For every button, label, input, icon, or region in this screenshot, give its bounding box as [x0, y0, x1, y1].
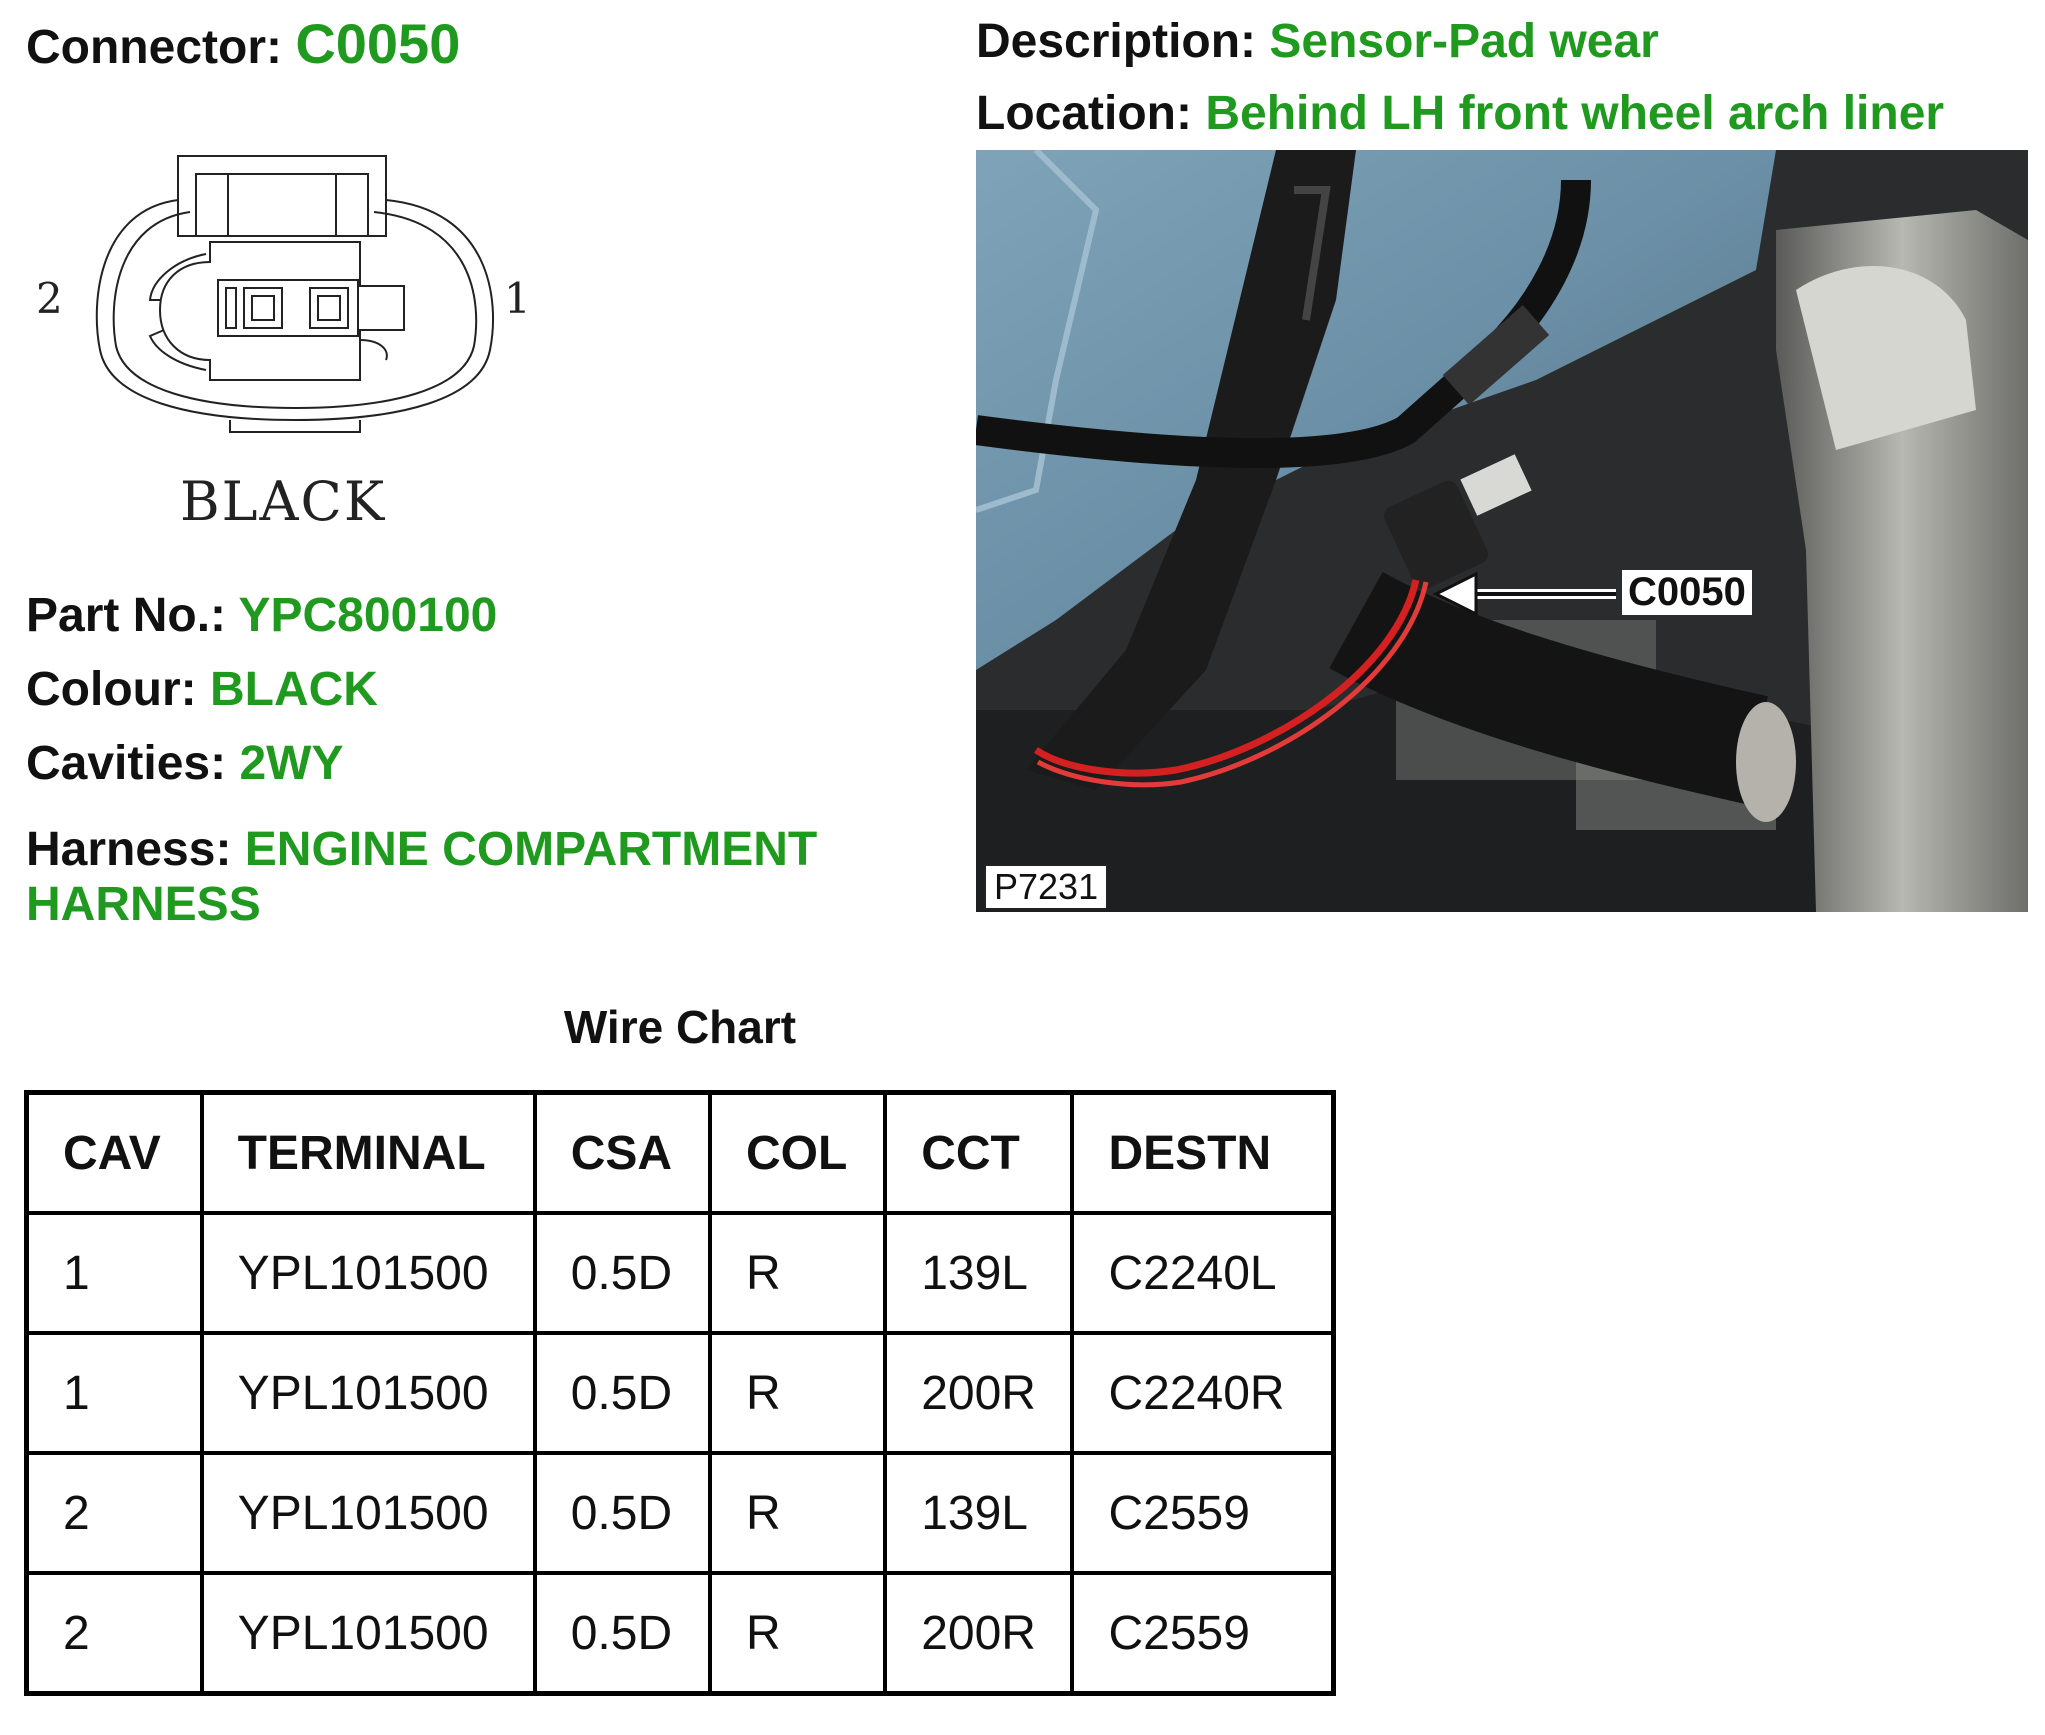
col-header-destn: DESTN	[1072, 1093, 1333, 1214]
harness-label: Harness:	[26, 823, 232, 876]
location-value: Behind LH front wheel arch liner	[1205, 87, 1945, 140]
cell-cav: 2	[27, 1453, 202, 1573]
connector-face-diagram	[30, 150, 560, 550]
part-no-field	[26, 588, 497, 643]
description-field	[976, 14, 1659, 69]
colour-label: Colour:	[26, 663, 197, 716]
photo-connector-callout: C0050	[1622, 570, 1752, 615]
photo-reference-id: P7231	[984, 864, 1108, 910]
description-value: Sensor-Pad wear	[1269, 15, 1659, 68]
cell-csa: 0.5D	[535, 1333, 710, 1453]
location-label: Location:	[976, 87, 1192, 140]
wire-chart-header-row	[27, 1093, 1334, 1214]
cell-cav: 1	[27, 1213, 202, 1333]
cell-terminal: YPL101500	[202, 1573, 535, 1694]
cell-col: R	[710, 1333, 885, 1453]
cell-cav: 1	[27, 1333, 202, 1453]
cavities-label: Cavities:	[26, 737, 227, 790]
connector-value: C0050	[295, 12, 461, 75]
cavities-value: 2WY	[239, 737, 344, 790]
cell-destn: C2240L	[1072, 1213, 1333, 1333]
cell-destn: C2559	[1072, 1453, 1333, 1573]
cell-col: R	[710, 1453, 885, 1573]
cell-terminal: YPL101500	[202, 1213, 535, 1333]
connector-outline	[30, 150, 560, 450]
part-no-label: Part No.:	[26, 589, 227, 642]
col-header-col: COL	[710, 1093, 885, 1214]
cell-cct: 200R	[885, 1573, 1072, 1694]
wire-chart-table	[24, 1090, 1336, 1696]
col-header-cav: CAV	[27, 1093, 202, 1214]
photo-scene	[976, 150, 2028, 912]
cell-destn: C2240R	[1072, 1333, 1333, 1453]
cell-csa: 0.5D	[535, 1453, 710, 1573]
col-header-cct: CCT	[885, 1093, 1072, 1214]
part-no-value: YPC800100	[238, 589, 498, 642]
wire-chart-title: Wire Chart	[563, 1001, 797, 1053]
connector-location-photo	[976, 150, 2028, 912]
colour-value: BLACK	[209, 663, 378, 716]
col-header-terminal: TERMINAL	[202, 1093, 535, 1214]
col-header-csa: CSA	[535, 1093, 710, 1214]
cell-csa: 0.5D	[535, 1573, 710, 1694]
diagram-colour-caption: BLACK	[180, 470, 387, 533]
table-row	[27, 1213, 1334, 1333]
cell-terminal: YPL101500	[202, 1453, 535, 1573]
cell-cct: 139L	[885, 1453, 1072, 1573]
cell-cct: 200R	[885, 1333, 1072, 1453]
cell-csa: 0.5D	[535, 1213, 710, 1333]
description-label: Description:	[976, 15, 1257, 68]
pin-2-number: 2	[36, 274, 63, 323]
table-row	[27, 1573, 1334, 1694]
colour-field	[26, 662, 378, 717]
cavities-field	[26, 736, 343, 791]
table-row	[27, 1333, 1334, 1453]
cell-col: R	[710, 1573, 885, 1694]
cell-destn: C2559	[1072, 1573, 1333, 1694]
table-row	[27, 1453, 1334, 1573]
location-field	[976, 86, 1944, 141]
harness-value: ENGINE COMPARTMENT HARNESS	[26, 823, 818, 932]
cell-terminal: YPL101500	[202, 1333, 535, 1453]
cell-cct: 139L	[885, 1213, 1072, 1333]
cell-col: R	[710, 1213, 885, 1333]
cell-cav: 2	[27, 1573, 202, 1694]
connector-label: Connector:	[26, 21, 282, 74]
pin-1-number: 1	[504, 274, 531, 323]
connector-field	[26, 12, 460, 76]
harness-field	[26, 822, 906, 932]
